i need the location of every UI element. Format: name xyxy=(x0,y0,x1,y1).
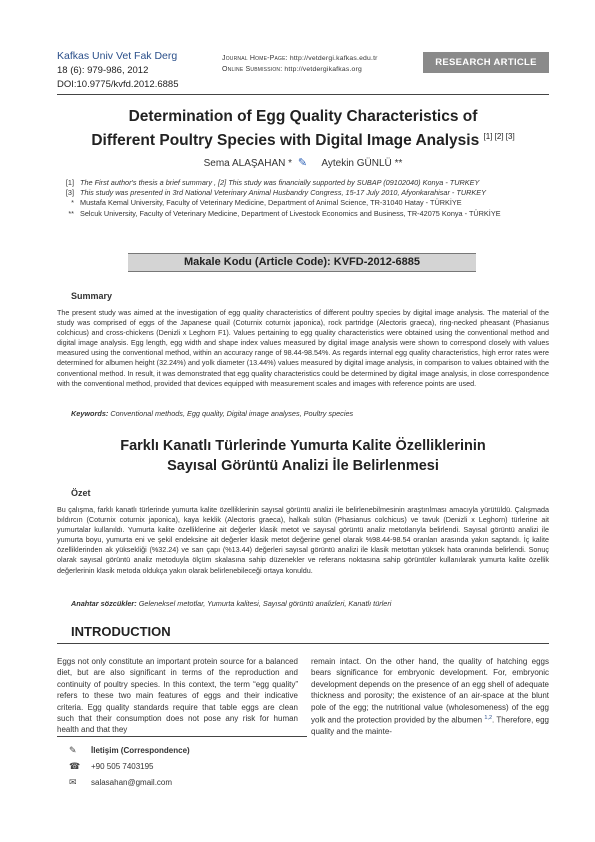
ozet-text: Bu çalışma, farklı kanatlı türlerinde yumurta kalite özelliklerinin sayısal görüntü analizi ile belirlenebilmesinin araştırılması amacıyla yürütüldü. Çalışmada bıldırcın (Coturnix coturnix japonica), kaya keklik (Alectoris graeca), halkalı sülün (Phasianus colchicus) ve tavuk (Denizli x Leghorn) türlerine ait yumurtalar kullanıldı. Yumurta kalite özelliklerine ait değerler klasik metot ve sayısal görüntü analiz metotlarıyla belirlendi. Sayısal görüntü analizi ile yumurta boyu, yumurta eni ve şekil endeksine ait değerler klasik metot değerine genel olarak %98.44-98.54 oranları arasında yakın saptandı. İç kalite özelliklerinden ak yüksekliği (%32.24) ve sarı çapı (%13.44) değerleri sayısal görüntü analizi ile klasik metottan yüksek hata oranında belirlendi. Sonuç olarak sayısal görüntü analiz metoduyla ölçüm skalasına sahip düzenekler ve referans noktasına sahip görüntüler kullanılarak yumurta kalite özellik değerlerinin klasik metoda oldukça yakın olarak belirlenebileceği ortaya konuldu. xyxy=(57,505,549,575)
journal-name: Kafkas Univ Vet Fak Derg xyxy=(57,50,178,62)
pen-icon: ✎ xyxy=(69,745,77,755)
homepage-line xyxy=(222,55,378,62)
note-mark: [3] xyxy=(65,188,74,198)
contact-divider xyxy=(57,736,307,737)
header-divider xyxy=(57,94,549,95)
author-1: Sema ALAŞAHAN xyxy=(203,158,286,169)
article-code-bar: Makale Kodu (Article Code): KVFD-2012-6885 xyxy=(128,253,476,272)
note-row xyxy=(60,198,550,208)
summary-text: The present study was aimed at the investigation of egg quality characteristics of different poultry species by digital image analysis. The material of the study was comprised of eggs of the Japanese quail (Coturnix coturnix japonica), rock partridge (Alectoris graeca), ring-necked pheasant (Phasianus colchicus) and cross-chickens (Denizli x Leghorn F1). Values pertaining to egg quality characteristics were obtained using the conventional method and digital image analysis. Egg length, egg width and shape index values measured by digital image analysis were shown to correspond closely with values measured using the conventional method, within an accuracy range of 98.44-98.54%. As regards internal egg quality characteristics, high error rates were determined for albumen height (32.24%) and yolk diameter (13.44%) values measured by digital image analysis, in comparison to values obtained with the conventional method. In result, it was demonstrated that egg quality characteristics could be determined by digital image analysis, in close correspondence with the conventional method, provided that devices equipped with measurement scales and images with reference points are used. xyxy=(57,308,549,388)
intro-left-column: Eggs not only constitute an important protein source for a balanced diet, but are also significant in terms of the reproduction and continuity of poultry species. In this context, the term “egg quality” refers to these two main features of eggs and their indicative criteria. Egg quality standards require that table eggs are clean such that their consumption does not pose any risk for human health and that they xyxy=(57,657,298,735)
author-1-mark: * xyxy=(288,158,293,169)
turkish-title-line-2: Sayısal Görüntü Analizi İle Belirlenmesi xyxy=(167,458,439,474)
authors xyxy=(57,156,549,169)
note-mark: * xyxy=(71,198,74,208)
phone-icon: ☎ xyxy=(69,761,81,771)
contact-label: İletişim (Correspondence) xyxy=(91,746,190,755)
note-row xyxy=(60,188,550,198)
keywords-label: Keywords: xyxy=(71,409,109,418)
title-line-2: Different Poultry Species with Digital Image Analysis xyxy=(91,132,480,150)
contact-email[interactable]: salasahan@gmail.com xyxy=(91,778,173,787)
doi: DOI:10.9775/kvfd.2012.6885 xyxy=(57,79,179,90)
envelope-icon: ✉ xyxy=(69,777,77,787)
ozet-keywords xyxy=(71,599,391,608)
note-text: Mustafa Kemal University, Faculty of Veterinary Medicine, Department of Animal Science, TR-31040 Hatay - TÜRKİYE xyxy=(80,198,462,208)
note-text: This study was presented in 3rd National Veterinary Animal Husbandry Congress, 15-17 July 2010, Afyonkarahisar - TURKEY xyxy=(80,188,486,198)
intro-right-text: remain intact. On the other hand, the quality of hatching eggs bears significance for embryonic development. For, embryonic development depends on the presence of an egg shell of adequate thickness and porosity; the existence of an air-space at the blunt pole of the egg; the nutritional value (wholesomeness) of the egg yolk and the protection provided by the albumen xyxy=(311,657,549,725)
turkish-title xyxy=(57,436,549,476)
contact-label-row xyxy=(69,745,190,756)
intro-right-tail: . Therefore, egg quality and the mainte- xyxy=(311,715,549,737)
article-title xyxy=(57,107,549,151)
volume-pages: 18 (6): 979-986, 2012 xyxy=(57,65,149,76)
keywords-text: Conventional methods, Egg quality, Digital image analyses, Poultry species xyxy=(110,409,354,418)
author-2-mark: ** xyxy=(394,158,403,169)
note-row xyxy=(60,209,550,219)
note-text: The First author's thesis a brief summary , [2] This study was financially supported by SUBAP (09102040) Konya - TURKEY xyxy=(80,178,480,187)
anahtar-text: Geleneksel metotlar, Yumurta kalitesi, Sayısal görüntü analizleri, Kanatlı türleri xyxy=(138,599,392,608)
affiliation-notes xyxy=(60,178,550,219)
introduction-divider xyxy=(57,643,549,644)
title-line-2-wrap xyxy=(57,127,549,151)
contact-phone: +90 505 7403195 xyxy=(91,762,154,771)
summary-keywords xyxy=(71,409,353,418)
homepage-link[interactable]: http://vetdergi.kafkas.edu.tr xyxy=(289,55,378,62)
contact-phone-row xyxy=(69,761,154,772)
note-mark: [1] xyxy=(65,178,74,187)
homepage-label: Journal Home-Page: xyxy=(222,55,288,62)
author-2: Aytekin GÜNLÜ xyxy=(321,158,392,169)
submission-line xyxy=(222,66,362,73)
research-article-badge: RESEARCH ARTICLE xyxy=(423,52,549,73)
note-mark: ** xyxy=(68,208,74,218)
title-line-1: Determination of Egg Quality Characteristics of xyxy=(128,108,478,125)
title-refs: [1] [2] [3] xyxy=(483,132,515,141)
anahtar-label: Anahtar sözcükler: xyxy=(71,599,137,608)
introduction-heading: INTRODUCTION xyxy=(71,624,171,639)
note-row xyxy=(60,178,550,188)
intro-right-column xyxy=(311,656,549,738)
submission-label: Online Submission: xyxy=(222,66,283,73)
contact-email-row xyxy=(69,777,172,788)
submission-link[interactable]: http://vetdergikafkas.org xyxy=(284,66,362,73)
ozet-heading: Özet xyxy=(71,488,91,498)
turkish-title-line-1: Farklı Kanatlı Türlerinde Yumurta Kalite Özelliklerinin xyxy=(120,438,486,454)
summary-heading: Summary xyxy=(71,291,113,301)
note-text: Selcuk University, Faculty of Veterinary Medicine, Department of Livestock Economics and Business, TR-42075 Konya - TÜRKİYE xyxy=(80,208,501,218)
intro-right-ref: 1,2 xyxy=(484,715,493,722)
corresponding-pen-icon: ✎ xyxy=(297,157,308,169)
